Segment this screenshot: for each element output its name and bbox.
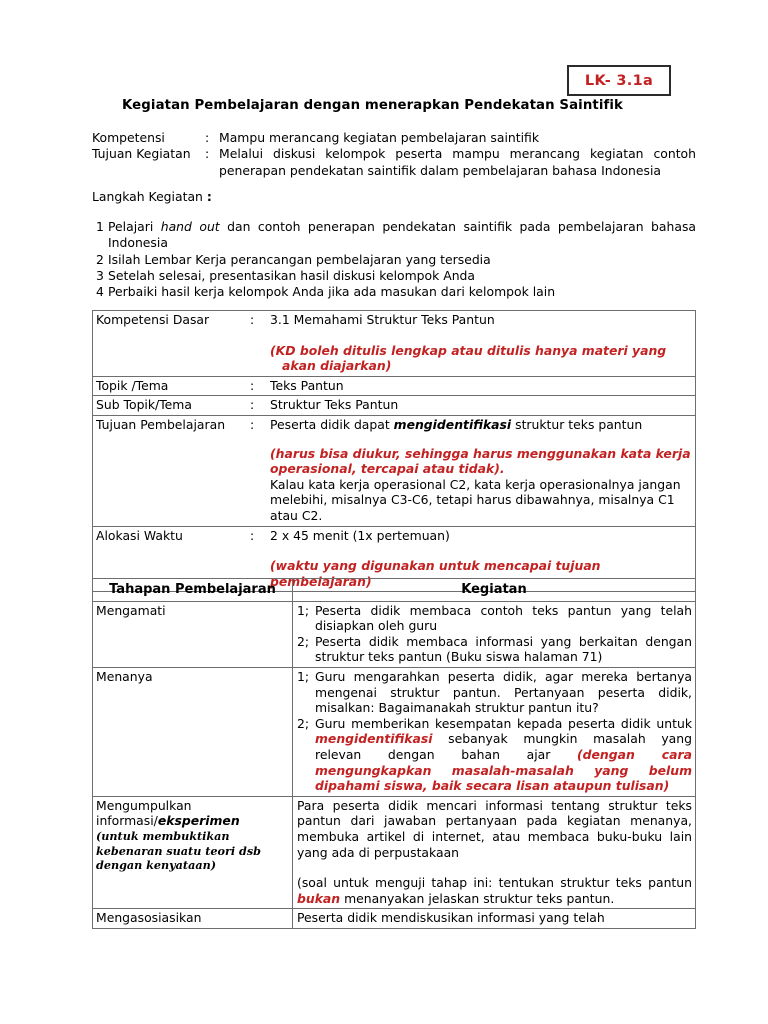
step-text: Setelah selesai, presentasikan hasil diskusi kelompok Anda xyxy=(108,267,476,283)
stage-label-main: Mengumpulkan informasi/ xyxy=(96,797,192,829)
list-item xyxy=(92,219,696,252)
list-marker: 2; xyxy=(297,715,310,731)
cell-label-kompetensi-dasar: Kompetensi Dasar xyxy=(93,311,248,377)
cell-colon: : xyxy=(247,415,267,526)
tujuan-note-plain: Kalau kata kerja operasional C2, kata kerja operasionalnya jangan melebihi, misalnya C3-C6, tetapi harus dibawahnya, misalnya C1 atau C2. xyxy=(270,476,681,523)
menanya-keyword: mengidentifikasi xyxy=(315,731,433,747)
step-number: 3 xyxy=(96,267,104,283)
activity-paragraph-2 xyxy=(297,875,692,906)
meta-label-kompetensi: Kompetensi xyxy=(92,130,165,145)
cell-value-tujuan-pembelajaran xyxy=(267,415,696,526)
tujuan-note-red: (harus bisa diukur, sehingga harus menggunakan kata kerja operasional, tercapai atau tidak). xyxy=(270,445,691,477)
activity-list xyxy=(297,603,692,665)
stage-label-note: (untuk membuktikan kebenaran suatu teori dsb dengan kenyataan) xyxy=(96,828,261,873)
table-row xyxy=(93,376,696,396)
cell-value-kompetensi-dasar xyxy=(267,311,696,377)
kompetensi-dasar-table xyxy=(92,310,696,592)
menanya-note-red: (dengan cara mengungkapkan masalah-masalah yang belum dipahami siswa, baik secara lisan ataupun tulisan) xyxy=(315,746,692,794)
list-item xyxy=(297,669,692,716)
cell-activity-mengasosiasikan xyxy=(293,909,696,929)
list-text: Peserta didik membaca informasi yang berkaitan dengan struktur teks pantun (Buku siswa halaman 71) xyxy=(315,633,692,665)
list-marker: 1; xyxy=(297,602,310,618)
cell-activity-menanya xyxy=(293,667,696,796)
meta-value-kompetensi: Mampu merancang kegiatan pembelajaran saintifik xyxy=(219,130,540,145)
cell-colon: : xyxy=(247,396,267,416)
para2-suffix: menanyakan jelaskan struktur teks pantun. xyxy=(340,890,615,906)
table-row xyxy=(93,667,696,796)
kd-value-note: (KD boleh ditulis lengkap atau ditulis hanya materi yang akan diajarkan) xyxy=(270,342,667,374)
list-item xyxy=(92,284,696,300)
meta-row-kompetensi xyxy=(92,130,696,146)
cell-activity-mengumpulkan-informasi xyxy=(293,796,696,909)
step-number: 2 xyxy=(96,251,104,267)
tujuan-value-line xyxy=(270,417,692,433)
lk-code-badge xyxy=(567,65,671,96)
cell-stage-menanya: Menanya xyxy=(93,667,293,796)
cell-colon: : xyxy=(247,526,267,592)
cell-value-sub-topik-tema: Struktur Teks Pantun xyxy=(267,396,696,416)
activity-list xyxy=(297,669,692,794)
tujuan-suffix: struktur teks pantun xyxy=(511,416,643,432)
spacer xyxy=(270,433,692,446)
cell-stage-mengumpulkan-informasi xyxy=(93,796,293,909)
list-marker: 1; xyxy=(297,668,310,684)
step-number: 4 xyxy=(96,284,104,300)
cell-stage-mengamati: Mengamati xyxy=(93,601,293,667)
langkah-kegiatan-heading xyxy=(92,189,212,204)
step-text-post: dan contoh penerapan pendekatan saintifik pada pembelajaran bahasa Indonesia xyxy=(108,219,696,251)
cell-label-sub-topik-tema: Sub Topik/Tema xyxy=(93,396,248,416)
meta-colon-kompetensi: : xyxy=(205,130,210,145)
lk-code-label: LK- 3.1a xyxy=(584,72,654,89)
alokasi-note: (waktu yang digunakan untuk mencapai tujuan pembelajaran) xyxy=(270,558,601,589)
cell-activity-mengamati xyxy=(293,601,696,667)
meta-row-tujuan-kegiatan xyxy=(92,146,696,179)
list-item xyxy=(297,716,692,794)
stage-label-emphasis: eksperimen xyxy=(157,813,240,829)
list-item xyxy=(297,634,692,665)
activity-paragraph-1: Peserta didik mendiskusikan informasi yang telah xyxy=(297,910,605,926)
step-text: Perbaiki hasil kerja kelompok Anda jika ada masukan dari kelompok lain xyxy=(108,284,556,300)
step-text: Isilah Lembar Kerja perancangan pembelajaran yang tersedia xyxy=(108,251,491,267)
cell-stage-mengasosiasikan: Mengasosiasikan xyxy=(93,909,293,929)
tujuan-keyword: mengidentifikasi xyxy=(393,416,512,432)
menanya-text-prefix: Guru memberikan kesempatan kepada peserta didik untuk xyxy=(315,715,692,731)
table-row xyxy=(93,415,696,526)
step-text-pre: Pelajari xyxy=(108,219,161,234)
table-row xyxy=(93,396,696,416)
spacer xyxy=(270,328,692,343)
meta-value-tujuan-kegiatan: Melalui diskusi kelompok peserta mampu merancang kegiatan contoh penerapan pendekatan saintifik dalam pembelajaran bahasa Indonesia xyxy=(219,146,696,178)
meta-block xyxy=(92,130,696,179)
list-text: Peserta didik membaca contoh teks pantun yang telah disiapkan oleh guru xyxy=(315,602,692,634)
activity-paragraph-1: Para peserta didik mencari informasi tentang struktur teks pantun dari jawaban pertanyaan pada kegiatan menanya, membuka artikel di internet, atau membaca buku-buku lain yang ada di perpustakaan xyxy=(297,797,692,860)
meta-colon-tujuan-kegiatan: : xyxy=(205,146,210,162)
langkah-kegiatan-colon: : xyxy=(206,189,212,204)
column-header-kegiatan: Kegiatan xyxy=(293,579,696,602)
list-text xyxy=(315,716,692,794)
tahapan-pembelajaran-table xyxy=(92,578,696,929)
list-item xyxy=(92,252,696,268)
column-header-tahapan: Tahapan Pembelajaran xyxy=(93,579,293,602)
step-number: 1 xyxy=(96,219,104,234)
langkah-step-list xyxy=(92,219,696,300)
kd-value-main: 3.1 Memahami Struktur Teks Pantun xyxy=(270,312,495,327)
meta-label-tujuan-kegiatan: Tujuan Kegiatan xyxy=(92,146,191,162)
list-text: Guru mengarahkan peserta didik, agar mereka bertanya mengenai struktur pantun. Pertanyaan peserta didik, misalkan: Bagaimanakah struktur pantun itu? xyxy=(315,668,692,716)
spacer xyxy=(270,543,692,558)
table-row xyxy=(93,601,696,667)
cell-label-topik-tema: Topik /Tema xyxy=(93,376,248,396)
langkah-kegiatan-label: Langkah Kegiatan xyxy=(92,189,203,204)
step-text xyxy=(108,219,696,252)
list-item xyxy=(297,603,692,634)
tujuan-prefix: Peserta didik dapat xyxy=(270,416,394,432)
page-title: Kegiatan Pembelajaran dengan menerapkan Pendekatan Saintifik xyxy=(122,98,623,113)
step-text-italic: hand out xyxy=(160,219,220,234)
spacer xyxy=(297,860,692,875)
cell-value-topik-tema: Teks Pantun xyxy=(267,376,696,396)
cell-colon: : xyxy=(247,311,267,377)
cell-label-tujuan-pembelajaran: Tujuan Pembelajaran xyxy=(93,415,248,526)
table-row xyxy=(93,909,696,929)
cell-colon: : xyxy=(247,376,267,396)
table-row xyxy=(93,311,696,377)
alokasi-value-main: 2 x 45 menit (1x pertemuan) xyxy=(270,527,450,543)
table-header-row xyxy=(93,579,696,602)
menanya-text-mid: sebanyak mungkin masalah yang relevan dengan bahan ajar xyxy=(315,731,692,762)
list-marker: 2; xyxy=(297,633,310,649)
table-row xyxy=(93,796,696,909)
para2-keyword: bukan xyxy=(297,890,341,906)
cell-label-alokasi-waktu: Alokasi Waktu xyxy=(93,526,248,592)
para2-prefix: (soal untuk menguji tahap ini: tentukan struktur teks pantun xyxy=(297,875,692,891)
list-item xyxy=(92,268,696,284)
